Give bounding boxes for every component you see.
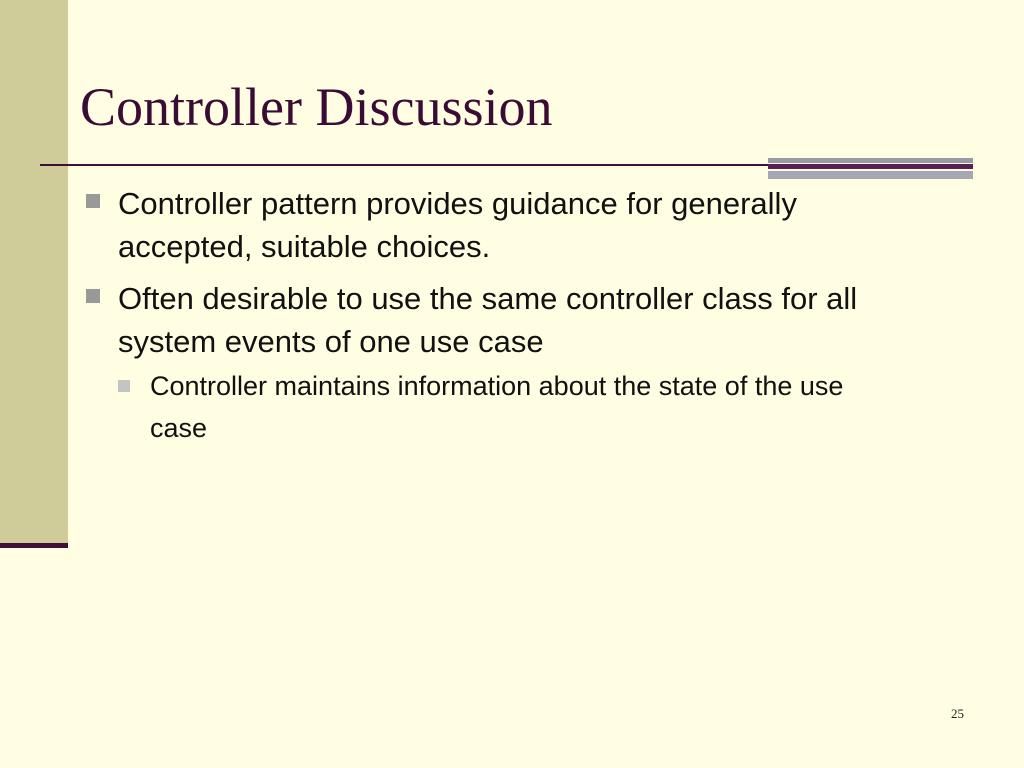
bullet-list (86, 182, 906, 458)
sub-bullet-list (118, 365, 906, 449)
accent-stripe (768, 164, 973, 169)
small-square-bullet-icon (118, 380, 130, 392)
accent-stripe (768, 171, 973, 179)
page-number: 25 (951, 706, 964, 721)
sub-bullet-text: Controller maintains information about the state of the use case (150, 371, 844, 443)
left-bar-underline (0, 543, 68, 548)
square-bullet-icon (86, 194, 100, 208)
bullet-text: Controller pattern provides guidance for generally accepted, suitable choices. (118, 186, 797, 264)
sub-bullet-item (118, 365, 906, 449)
title-accent-stripes (768, 158, 973, 179)
bullet-text: Often desirable to use the same controller class for all system events of one use case (118, 281, 858, 359)
bullet-item (86, 277, 906, 449)
slide-title: Controller Discussion (80, 77, 553, 137)
accent-stripe (768, 158, 973, 163)
square-bullet-icon (86, 289, 100, 303)
bullet-item (86, 182, 906, 268)
left-decorative-bar (0, 0, 68, 543)
title-divider (40, 164, 770, 166)
